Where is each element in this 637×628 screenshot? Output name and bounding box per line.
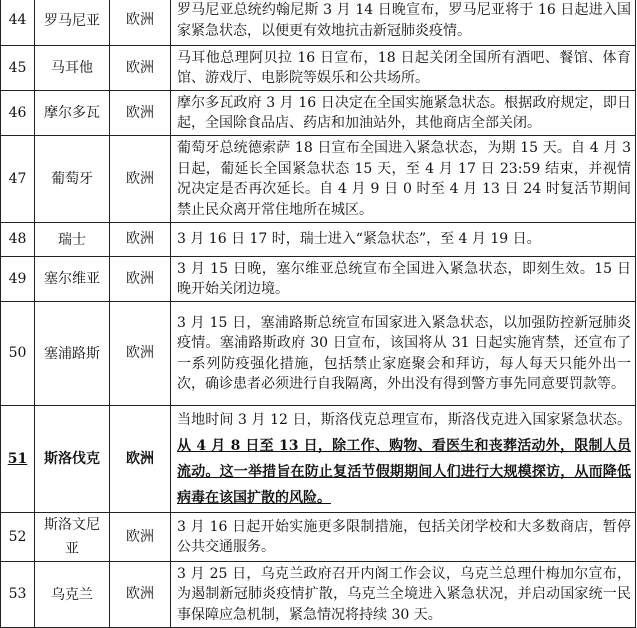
measure-text: 马耳他总理阿贝拉 16 日宣布，18 日起关闭全国所有酒吧、餐馆、体育馆、游戏厅、电影院等娱乐和公共场所。 — [171, 46, 636, 91]
table-row — [1, 0, 636, 46]
table-row — [1, 46, 636, 91]
table-row — [1, 562, 636, 628]
measure-text: 3 月 16 日 17 时，瑞士进入“紧急状态”，至 4 月 19 日。 — [171, 223, 636, 257]
measure-text-plain: 当地时间 3 月 12 日，斯洛伐克总理宣布，斯洛伐克进入国家紧急状态。 — [177, 412, 631, 428]
row-number: 51 — [1, 406, 35, 513]
row-number: 50 — [1, 302, 35, 406]
row-number: 48 — [1, 223, 35, 257]
country-name: 罗马尼亚 — [35, 0, 110, 46]
measure-text: 摩尔多瓦政府 3 月 16 日决定在全国实施紧急状态。根据政府规定，即日起，全国除食品店、药店和加油站外，其他商店全部关闭。 — [171, 91, 636, 136]
row-number: 53 — [1, 562, 35, 628]
measure-text — [171, 406, 636, 513]
measure-text: 3 月 15 日晚，塞尔维亚总统宣布全国进入紧急状态，即刻生效。15 日晚开始关闭边境。 — [171, 257, 636, 302]
country-name: 塞尔维亚 — [35, 257, 110, 302]
region-name: 欧洲 — [110, 302, 171, 406]
country-name: 瑞士 — [35, 223, 110, 257]
region-name: 欧洲 — [110, 257, 171, 302]
region-name: 欧洲 — [110, 0, 171, 46]
measure-text: 罗马尼亚总统约翰尼斯 3 月 14 日晚宣布，罗马尼亚将于 16 日起进入国家紧急状态，以便更有效地抗击新冠肺炎疫情。 — [171, 0, 636, 46]
measure-text: 3 月 25 日，乌克兰政府召开内阁工作会议，乌克兰总理什梅加尔宣布，为遏制新冠肺炎疫情扩散，乌克兰全境进入紧急状况，并启动国家统一民事保障应急机制，紧急情况将持续 30 天。 — [171, 562, 636, 628]
row-number: 52 — [1, 513, 35, 562]
region-name: 欧洲 — [110, 136, 171, 223]
row-number: 46 — [1, 91, 35, 136]
row-number: 47 — [1, 136, 35, 223]
country-name: 斯洛伐克 — [35, 406, 110, 513]
table-row — [1, 513, 636, 562]
table-row — [1, 136, 636, 223]
country-name: 斯洛文尼亚 — [35, 513, 110, 562]
row-number: 45 — [1, 46, 35, 91]
region-name: 欧洲 — [110, 513, 171, 562]
country-name: 摩尔多瓦 — [35, 91, 110, 136]
measure-text: 3 月 16 日起开始实施更多限制措施，包括关闭学校和大多数商店，暂停公共交通服务。 — [171, 513, 636, 562]
table-row-highlighted — [1, 406, 636, 513]
table-row — [1, 302, 636, 406]
table-row — [1, 223, 636, 257]
country-name: 乌克兰 — [35, 562, 110, 628]
region-name: 欧洲 — [110, 46, 171, 91]
region-name: 欧洲 — [110, 223, 171, 257]
row-number: 44 — [1, 0, 35, 46]
region-name: 欧洲 — [110, 562, 171, 628]
region-name: 欧洲 — [110, 406, 171, 513]
country-name: 葡萄牙 — [35, 136, 110, 223]
measure-text: 3 月 15 日，塞浦路斯总统宣布国家进入紧急状态，以加强防控新冠肺炎疫情。塞浦路斯政府 30 日宣布，该国将从 31 日起实施宵禁，还宣布了一系列防疫强化措施，包括禁止家庭聚会和拜访，每人每天只能外出一次，确诊患者必须进行自我隔离，外出没有得到警方事先同意要罚款等。 — [171, 302, 636, 406]
measure-text-emphasis: 从 4 月 8 日至 13 日，除工作、购物、看医生和丧葬活动外，限制人员流动。这一举措旨在防止复活节假期期间人们进行大规模探访，从而降低病毒在该国扩散的风险。 — [177, 438, 631, 506]
table-row — [1, 257, 636, 302]
measure-text: 葡萄牙总统德索萨 18 日宣布全国进入紧急状态，为期 15 天。自 4 月 3 日起，葡延长全国紧急状态 15 天，至 4 月 17 日 23:59 结束，并视情况决定是否再次延长。自 4 月 9 日 0 时至 4 月 13 日 24 时复活节期间禁止民众离开常住地所在城区。 — [171, 136, 636, 223]
region-name: 欧洲 — [110, 91, 171, 136]
table-row — [1, 91, 636, 136]
country-name: 塞浦路斯 — [35, 302, 110, 406]
row-number: 49 — [1, 257, 35, 302]
country-name: 马耳他 — [35, 46, 110, 91]
